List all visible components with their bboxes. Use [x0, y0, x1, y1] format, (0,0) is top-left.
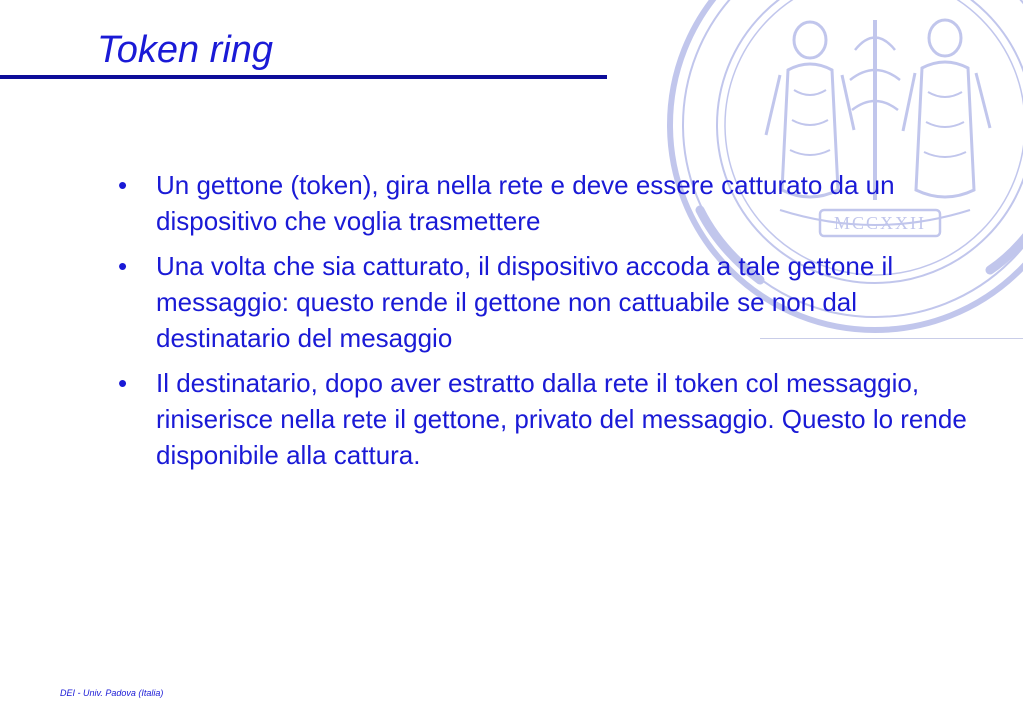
- bullet-text: Un gettone (token), gira nella rete e deve essere catturato da un dispositivo che voglia trasmettere: [156, 170, 895, 236]
- bullet-marker: •: [118, 368, 128, 398]
- bullet-text: Il destinatario, dopo aver estratto dalla rete il token col messaggio, riniserisce nella rete il gettone, privato del messaggio. Questo lo rende disponibile alla cattura.: [156, 368, 967, 470]
- bullet-item: [114, 167, 974, 239]
- bullet-item: [114, 248, 974, 356]
- footer-text: DEI - Univ. Padova (Italia): [60, 688, 164, 698]
- bullet-marker: •: [118, 170, 128, 200]
- bullet-marker: •: [118, 251, 128, 281]
- bullet-item: [114, 365, 974, 473]
- seal-year-text: MCCXXII: [833, 213, 927, 233]
- bullet-list: [114, 167, 974, 482]
- title-underline: [0, 75, 607, 79]
- bullet-text: Una volta che sia catturato, il dispositivo accoda a tale gettone il messaggio: questo rende il gettone non cattuabile se non dal destinatario del mesaggio: [156, 251, 894, 353]
- slide-title: Token ring: [97, 29, 274, 71]
